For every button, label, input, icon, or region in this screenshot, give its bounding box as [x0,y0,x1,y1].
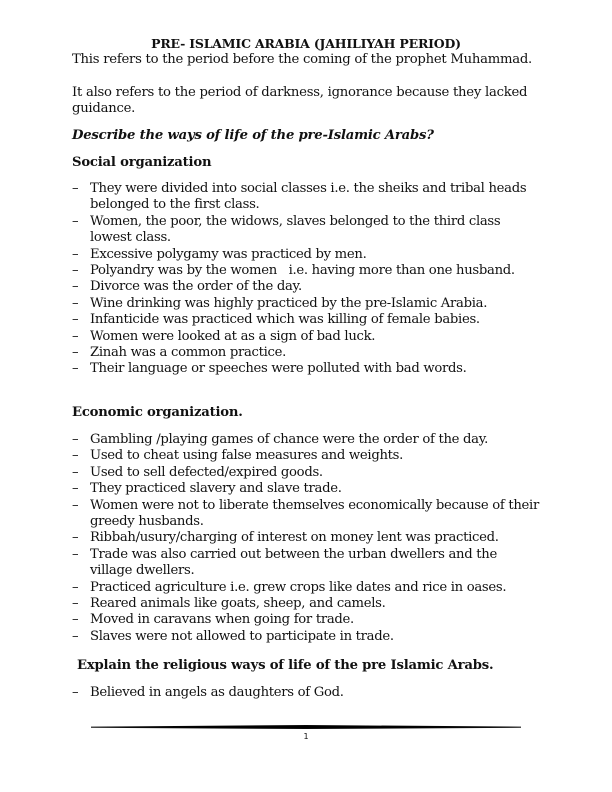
question-ways-of-life: Describe the ways of life of the pre-Islamic Arabs? [72,128,434,143]
list-item: – They were divided into social classes i.e. the sheiks and tribal heads belonged to the first class. [72,181,527,213]
dash-bullet-icon: – [72,685,79,700]
list-item: – Women were not to liberate themselves economically because of their greedy husbands. [72,497,539,530]
social-list [72,181,542,378]
dash-bullet-icon: – [72,263,79,279]
list-item: – Polyandry was by the women i.e. having more than one husband. [72,263,515,279]
list-item: – Wine drinking was highly practiced by the pre-Islamic Arabia. [72,295,488,311]
list-item: – Believed in angels as daughters of God. [72,685,344,700]
list-item: – Practiced agriculture i.e. grew crops like dates and rice in oases. [72,579,507,595]
intro-paragraph-2: It also refers to the period of darkness, ignorance because they lacked guidance. [72,85,528,117]
list-item: – Excessive polygamy was practiced by men. [72,246,367,262]
heading-social-organization: Social organization [72,155,212,170]
list-item: – Moved in caravans when going for trade. [72,612,354,628]
dash-bullet-icon: – [72,497,79,513]
list-item: – Reared animals like goats, sheep, and camels. [72,596,386,612]
list-item: – Their language or speeches were polluted with bad words. [72,361,467,377]
dash-bullet-icon: – [72,546,79,562]
dash-bullet-icon: – [72,312,79,328]
list-item: – Women were looked at as a sign of bad luck. [72,328,376,344]
list-item: – Infanticide was practiced which was killing of female babies. [72,312,480,328]
dash-bullet-icon: – [72,612,79,628]
dash-bullet-icon: – [72,464,79,480]
dash-bullet-icon: – [72,361,79,377]
dash-bullet-icon: – [72,628,79,644]
intro-paragraph-1: This refers to the period before the coming of the prophet Muhammad. [72,52,532,67]
heading-religious-ways: Explain the religious ways of life of the pre Islamic Arabs. [77,658,494,673]
dash-bullet-icon: – [72,432,79,447]
dash-bullet-icon: – [72,345,79,361]
dash-bullet-icon: – [72,596,79,612]
dash-bullet-icon: – [72,246,79,262]
dash-bullet-icon: – [72,279,79,295]
dash-bullet-icon: – [72,328,79,344]
dash-bullet-icon: – [72,481,79,497]
list-item: – Women, the poor, the widows, slaves belonged to the third class lowest class. [72,213,501,246]
religious-list [72,685,542,701]
list-item: – Used to sell defected/expired goods. [72,464,323,480]
footer-divider [91,725,521,729]
dash-bullet-icon: – [72,530,79,546]
economic-list [72,432,542,645]
list-item: – Zinah was a common practice. [72,345,287,361]
dash-bullet-icon: – [72,295,79,311]
list-item: – Divorce was the order of the day. [72,279,302,295]
page-title: PRE- ISLAMIC ARABIA (JAHILIYAH PERIOD) [151,36,461,51]
heading-economic-organization: Economic organization. [72,405,243,420]
dash-bullet-icon: – [72,579,79,595]
list-item: – They practiced slavery and slave trade. [72,481,342,497]
list-item: – Slaves were not allowed to participate in trade. [72,628,394,644]
list-item: – Ribbah/usury/charging of interest on money lent was practiced. [72,530,499,546]
page-number: 1 [303,732,309,741]
list-item: – Gambling /playing games of chance were the order of the day. [72,432,489,447]
list-item: – Used to cheat using false measures and weights. [72,448,404,464]
list-item: – Trade was also carried out between the urban dwellers and the village dwellers. [72,546,497,579]
dash-bullet-icon: – [72,213,79,229]
dash-bullet-icon: – [72,448,79,464]
dash-bullet-icon: – [72,181,79,196]
